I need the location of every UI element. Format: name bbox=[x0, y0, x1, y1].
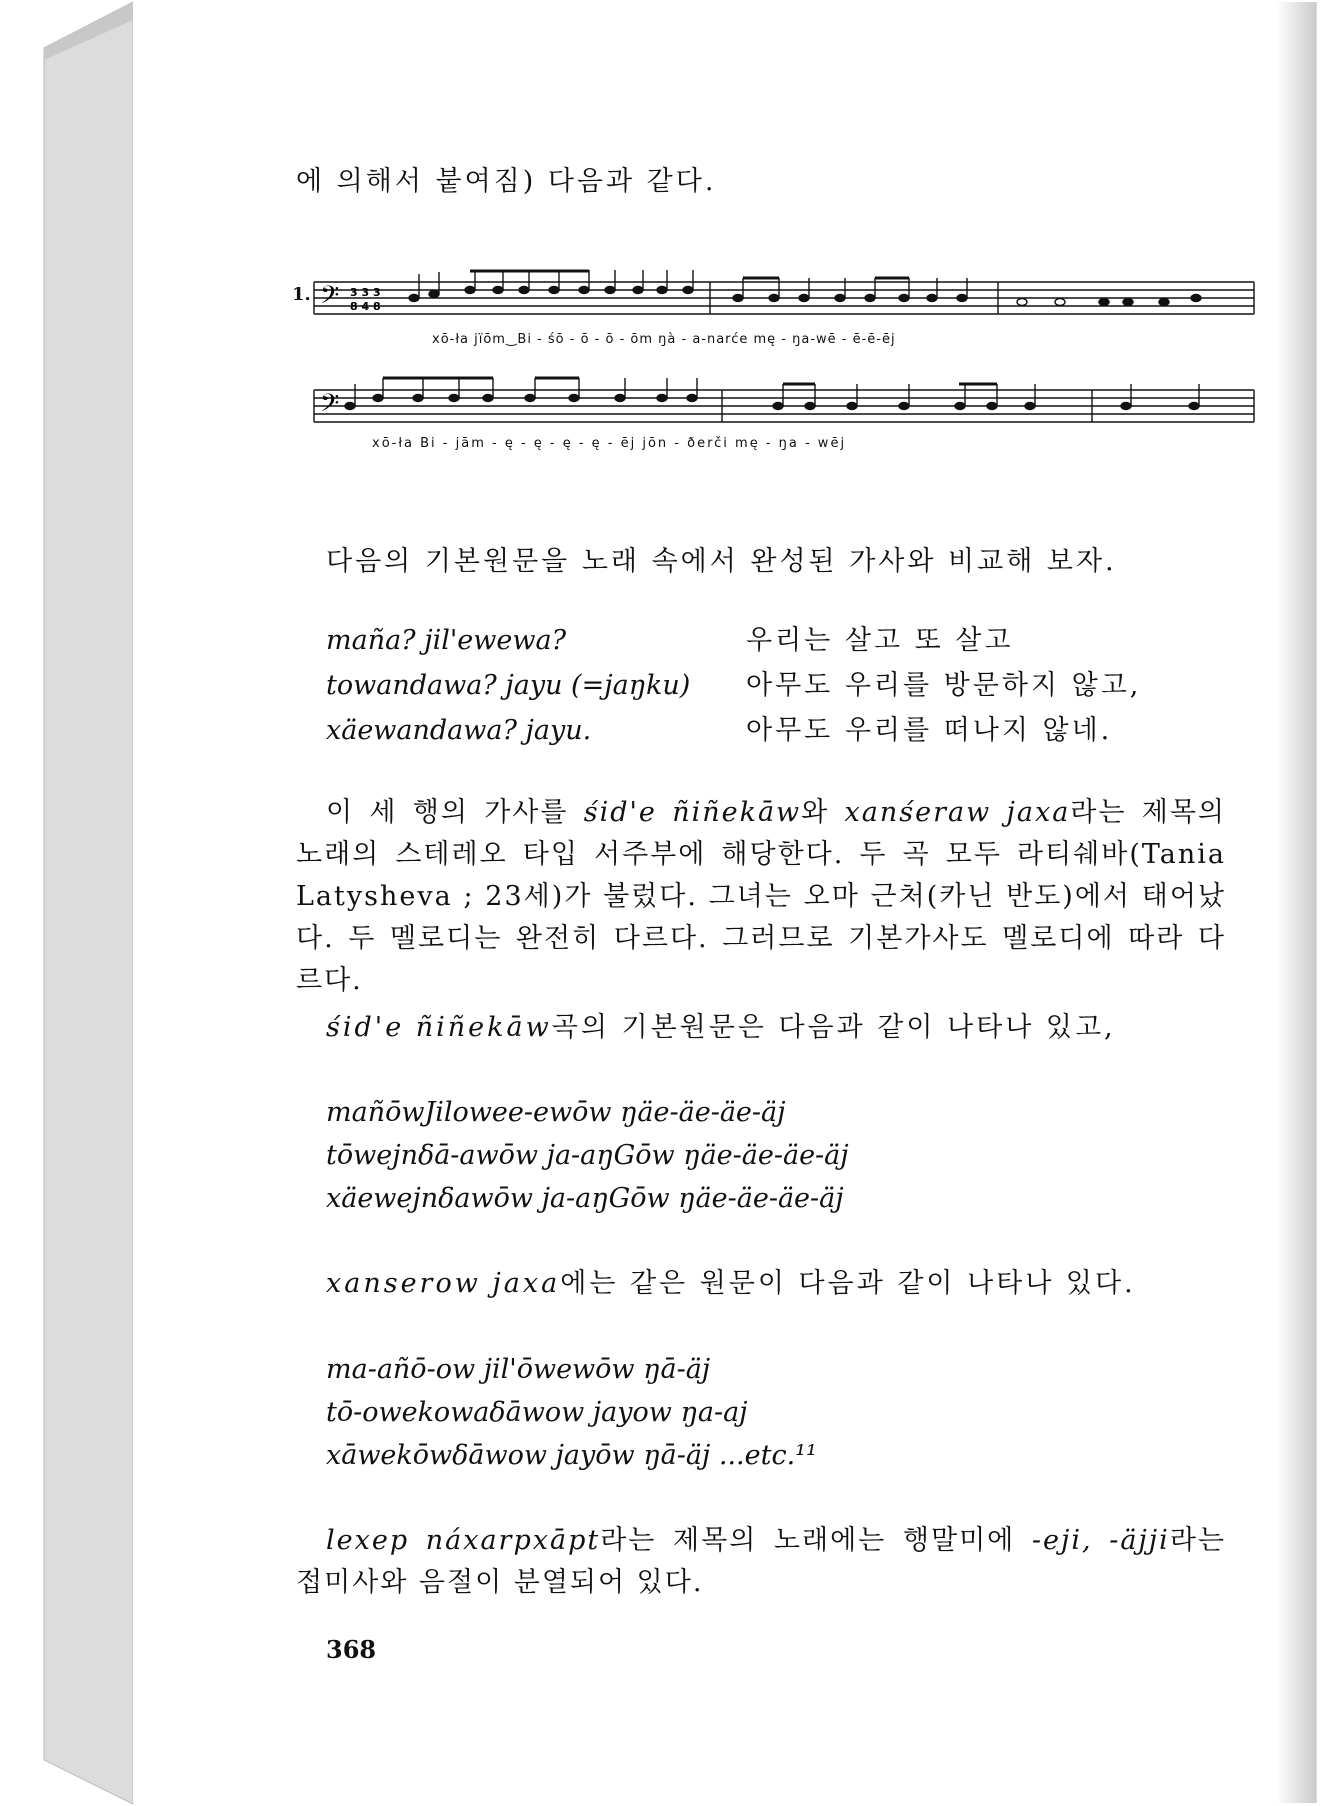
page-number: 368 bbox=[326, 1635, 377, 1664]
para3-text: 에는 같은 원문이 다음과 같이 나타나 있다. bbox=[560, 1268, 1136, 1299]
para1-song-title-2: xanśeraw jaxa bbox=[844, 797, 1071, 828]
verse3-line2: tō-owekowaδāwow jayow ŋa-aj bbox=[326, 1397, 748, 1428]
page-edge-shadow bbox=[1276, 2, 1316, 1803]
svg-text:3 3 3: 3 3 3 bbox=[350, 286, 381, 299]
para1-text-b: 와 bbox=[801, 797, 845, 828]
para2-song-title: śid'e ñiñekāw bbox=[326, 1012, 552, 1043]
verse1-right-line3: 아무도 우리를 떠나지 않네. bbox=[746, 715, 1113, 746]
paragraph-3 bbox=[326, 1266, 1136, 1302]
para4-song-title: lexep náxarpxāpt bbox=[326, 1525, 601, 1556]
score-row2-lyrics: xō-ła Bi - jām - ę - ę - ę - ę - ēj jōn - ðerči mę - ŋa - wēj bbox=[372, 436, 847, 451]
para1-song-title-1: śid'e ñiñekāw bbox=[583, 797, 802, 828]
verse1-left-line3: xäewandawa? jayu. bbox=[326, 715, 592, 746]
svg-text:8 4 8: 8 4 8 bbox=[350, 300, 381, 313]
intro-line: 에 의해서 붙여짐) 다음과 같다. bbox=[296, 166, 717, 197]
para2-text: 곡의 기본원문은 다음과 같이 나타나 있고, bbox=[551, 1012, 1116, 1043]
verse1-right-line1: 우리는 살고 또 살고 bbox=[746, 625, 1014, 656]
para4-text-b: 라는 접미사와 음절이 분열되어 있다. bbox=[296, 1525, 1226, 1598]
verse1-right-line2: 아무도 우리를 방문하지 않고, bbox=[746, 670, 1142, 701]
score-row1-lyrics: xō-ła jïōm‿Bi - śō - ō - ō - ōm ŋà - a-narće mę - ŋa-wē - ē-ē-ēj bbox=[432, 332, 896, 347]
paragraph-4 bbox=[296, 1520, 1226, 1604]
verse3-line1: ma-añō-ow jil'ōwewōw ŋā-äj bbox=[326, 1354, 711, 1385]
verse1-left-line1: maña? jil'ewewa? bbox=[326, 625, 567, 656]
score-staves bbox=[292, 262, 1260, 442]
paragraph-2 bbox=[326, 1010, 1116, 1046]
para1-text-c: 라는 제목의 노래의 스테레오 타입 서주부에 해당한다. 두 곡 모두 라티쉐바(Tania Latysheva ; 23세)가 불렀다. 그녀는 오마 근처(카닌 반도)에서 태어났다. 두 멜로디는 완전히 다르다. 그러므로 기본가사도 멜로디에 따라 다르다. bbox=[296, 797, 1226, 996]
para1-text-a: 이 세 행의 가사를 bbox=[326, 797, 584, 828]
verse1-left-line2: towandawa? jayu (=jaŋku) bbox=[326, 670, 691, 701]
compare-line: 다음의 기본원문을 노래 속에서 완성된 가사와 비교해 보자. bbox=[326, 546, 1117, 577]
para4-text-a: 라는 제목의 노래에는 행말미에 bbox=[600, 1525, 1032, 1556]
svg-text:𝄢: 𝄢 bbox=[320, 389, 340, 424]
para4-suffixes: -eji, -äjji bbox=[1031, 1525, 1170, 1556]
score-number: 1. bbox=[292, 284, 311, 305]
music-score bbox=[292, 262, 1260, 472]
para3-song-title: xanserow jaxa bbox=[326, 1268, 561, 1299]
verse2-line1: mañōwJilowee-ewōw ŋäe-äe-äe-äj bbox=[326, 1097, 786, 1128]
verse2-line2: tōwejnδā-awōw ja-aŋGōw ŋäe-äe-äe-äj bbox=[326, 1140, 849, 1171]
svg-text:𝄢: 𝄢 bbox=[320, 281, 340, 316]
paragraph-1 bbox=[296, 792, 1226, 1002]
verse3-line3: xāwekōwδāwow jayōw ŋā-äj ...etc.¹¹ bbox=[326, 1440, 817, 1471]
verse2-line3: xäewejnδawōw ja-aŋGōw ŋäe-äe-äe-äj bbox=[326, 1183, 844, 1214]
